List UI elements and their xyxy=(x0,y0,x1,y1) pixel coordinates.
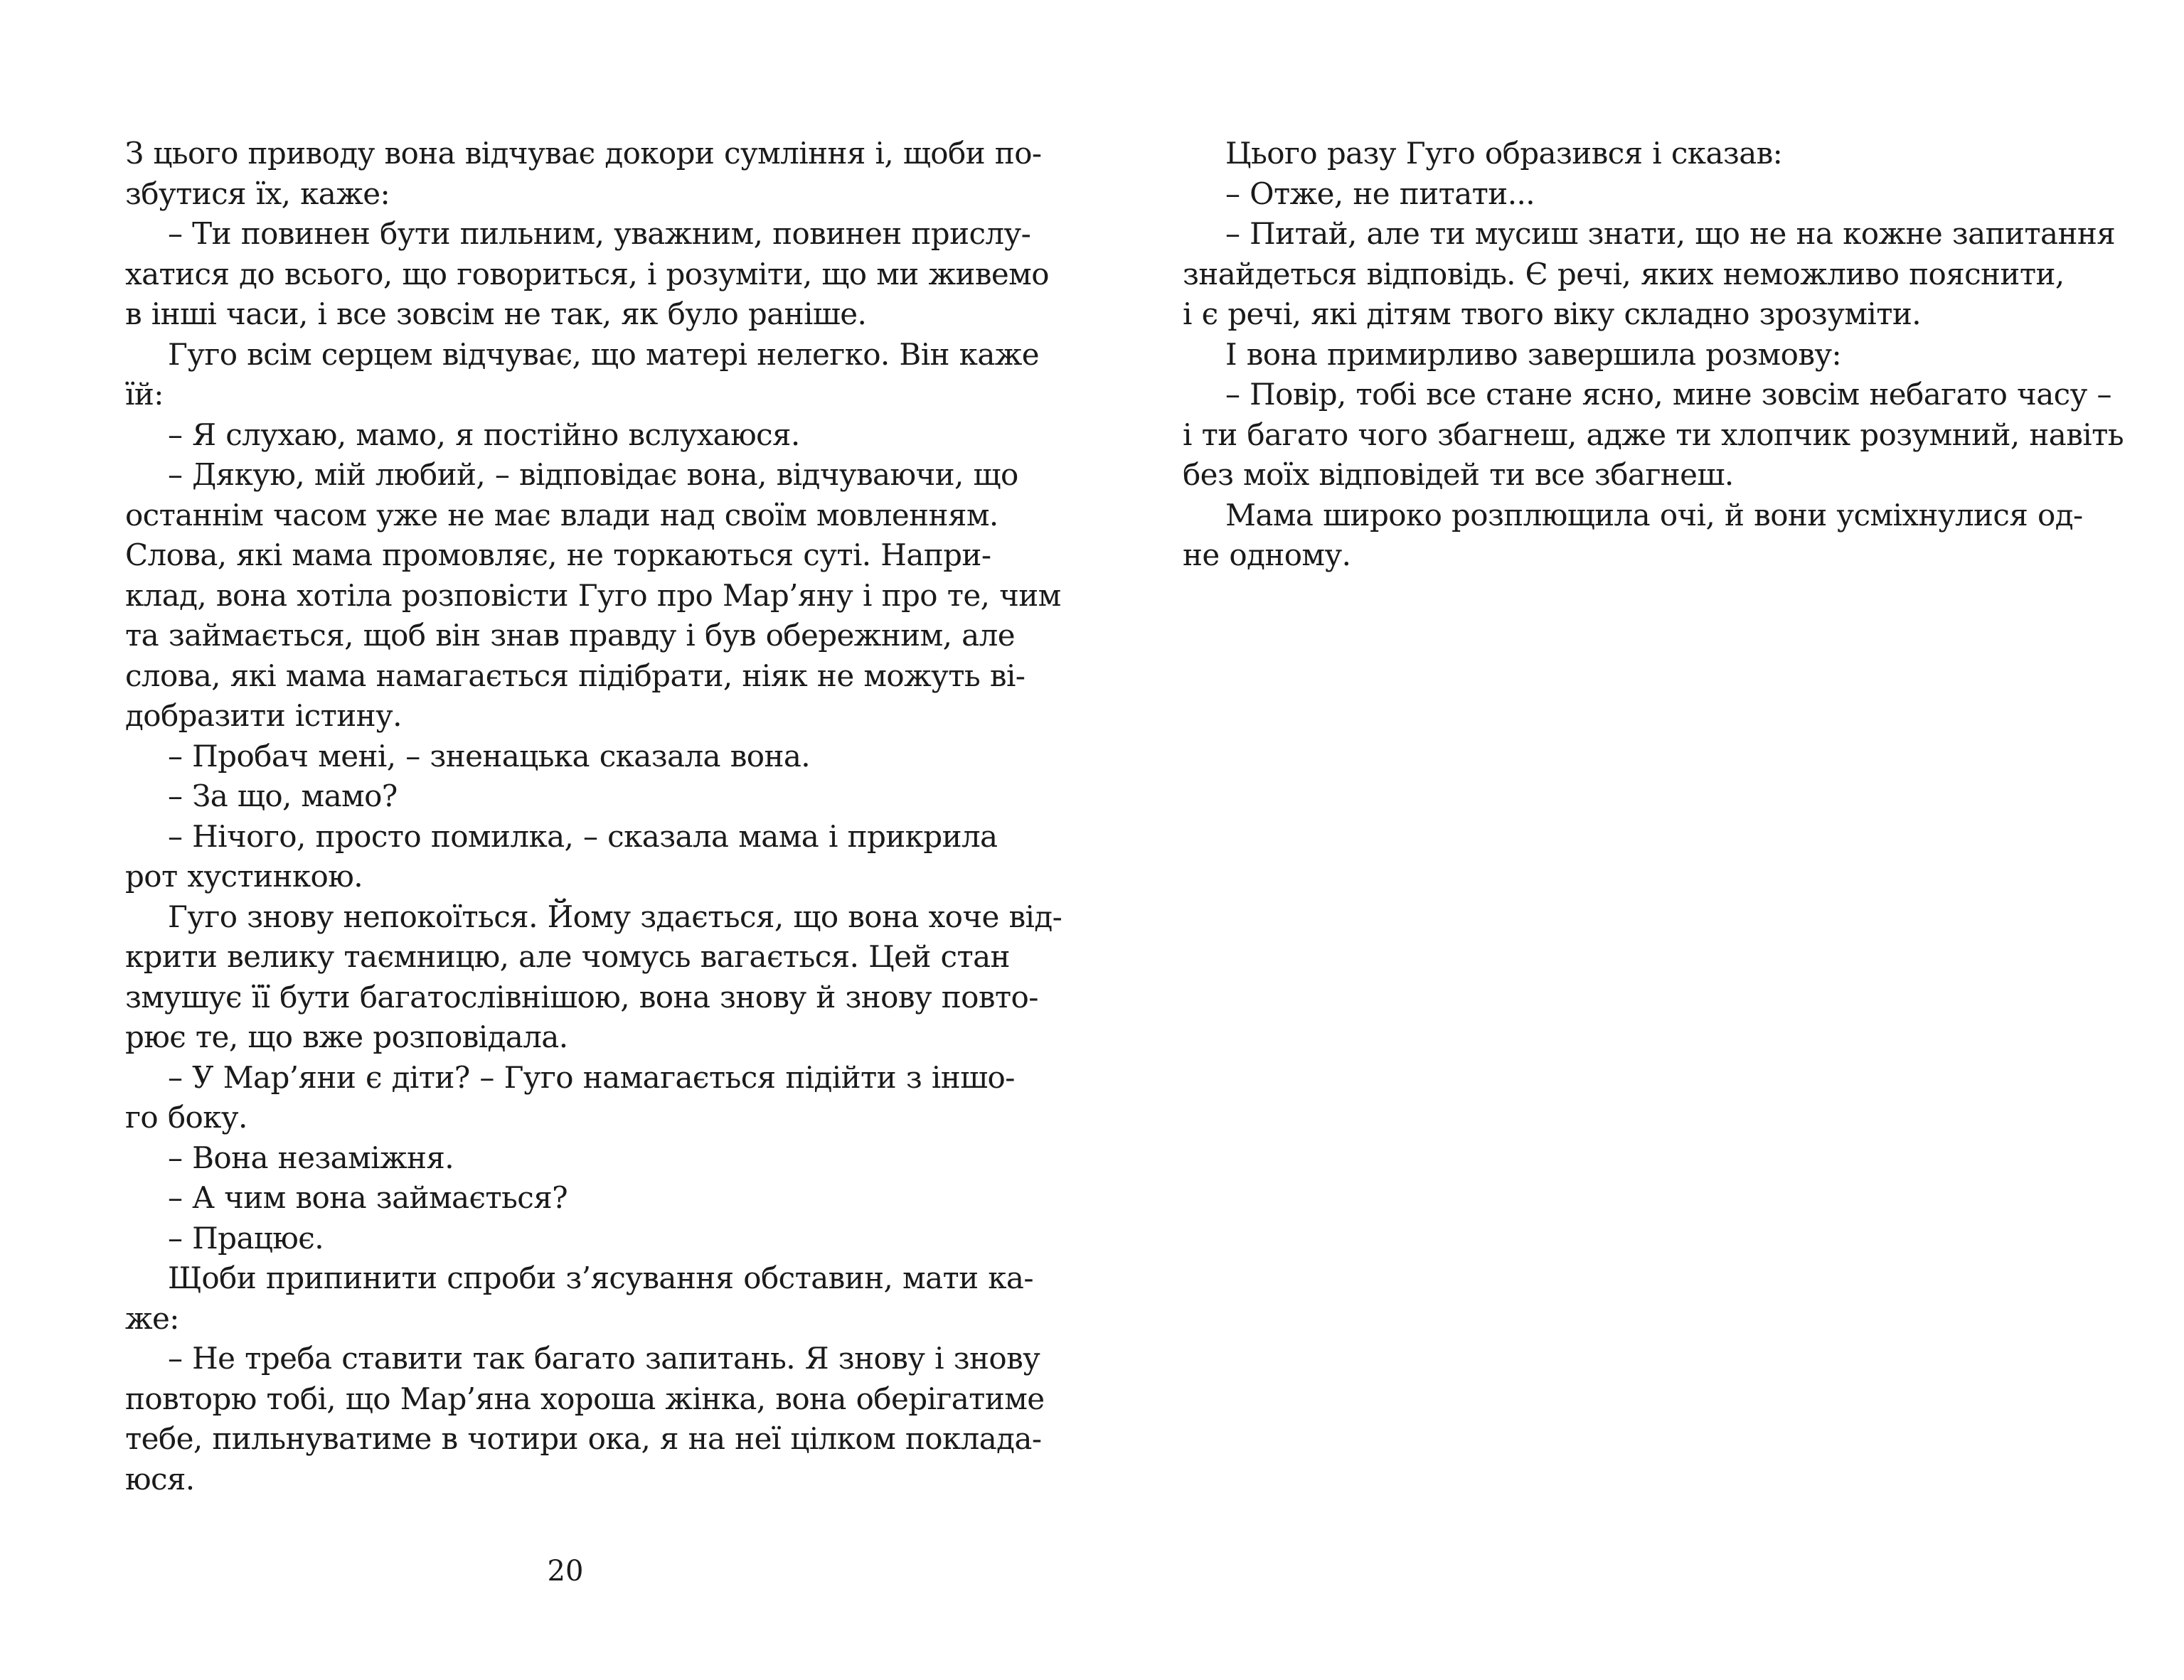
left-page-text xyxy=(125,134,1062,1499)
text-line: З цього приводу вона відчуває докори сумління і, щоби по- xyxy=(125,136,1042,171)
text-line: крити велику таємницю, але чомусь вагається. Цей стан xyxy=(125,939,1010,974)
text-line: клад, вона хотіла розповісти Гуго про Мар’яну і про те, чим xyxy=(125,577,1061,613)
text-line: та займається, щоб він знав правду і був обережним, але xyxy=(125,618,1015,653)
text-line: І вона примирливо завершила розмову: xyxy=(1225,336,1842,372)
text-line: юся. xyxy=(125,1461,195,1497)
text-line: Мама широко розплющила очі, й вони усміхнулися од- xyxy=(1225,497,2083,533)
text-line: рює те, що вже розповідала. xyxy=(125,1020,568,1054)
text-line: – Нічого, просто помилка, – сказала мама і прикрила xyxy=(168,818,998,854)
text-line: – У Мар’яни є діти? – Гуго намагається підійти з іншо- xyxy=(168,1059,1015,1095)
text-line: останнім часом уже не має влади над своїм мовленням. xyxy=(125,497,998,533)
text-line: знайдеться відповідь. Є речі, яких неможливо пояснити, xyxy=(1183,256,2065,291)
text-line: змушує її бути багатослівнішою, вона знову й знову повто- xyxy=(125,979,1038,1015)
text-line: же: xyxy=(125,1300,179,1336)
text-line: рот хустинкою. xyxy=(125,859,363,894)
text-line: – Дякую, мій любий, – відповідає вона, відчуваючи, що xyxy=(168,457,1018,492)
text-line: не одному. xyxy=(1183,537,1351,572)
text-line: тебе, пильнуватиме в чотири ока, я на неї цілком поклада- xyxy=(125,1421,1042,1456)
text-line: – Не треба ставити так багато запитань. Я знову і знову xyxy=(168,1341,1040,1376)
text-line: – Вона незаміжня. xyxy=(168,1140,454,1175)
text-line: добразити істину. xyxy=(125,698,402,733)
text-line: – За що, мамо? xyxy=(168,779,398,813)
text-line: – А чим вона займається? xyxy=(168,1180,568,1215)
right-page-text xyxy=(1183,134,2124,576)
text-line: без моїх відповідей ти все збагнеш. xyxy=(1183,457,1734,492)
text-line: в інші часи, і все зовсім не так, як було раніше. xyxy=(125,296,867,331)
text-line: – Працює. xyxy=(168,1220,324,1256)
page-number: 20 xyxy=(547,1555,584,1588)
text-line: – Повір, тобі все стане ясно, мине зовсім небагато часу – xyxy=(1225,377,2111,412)
text-line: збутися їх, каже: xyxy=(125,176,390,211)
text-line: і є речі, які дітям твого віку складно зрозуміти. xyxy=(1183,296,1922,331)
text-line: Цього разу Гуго образився і сказав: xyxy=(1225,136,1783,171)
text-line: – Пробач мені, – зненацька сказала вона. xyxy=(168,738,811,774)
text-line: – Питай, але ти мусиш знати, що не на кожне запитання xyxy=(1225,216,2116,251)
text-line: Гуго всім серцем відчуває, що матері нелегко. Він каже xyxy=(168,336,1040,372)
text-line: го боку. xyxy=(125,1100,247,1135)
text-line: їй: xyxy=(125,377,164,412)
right-page xyxy=(1092,0,2184,1680)
text-line: хатися до всього, що говориться, і розуміти, що ми живемо xyxy=(125,256,1049,291)
text-line: – Отже, не питати... xyxy=(1225,176,1535,211)
text-line: – Я слухаю, мамо, я постійно вслухаюся. xyxy=(168,417,800,452)
text-line: Щоби припинити спроби з’ясування обставин, мати ка- xyxy=(168,1261,1033,1295)
text-line: – Ти повинен бути пильним, уважним, повинен прислу- xyxy=(168,216,1031,251)
text-line: повторю тобі, що Мар’яна хороша жінка, вона оберігатиме xyxy=(125,1381,1045,1416)
text-line: Слова, які мама промовляє, не торкаються суті. Напри- xyxy=(125,537,991,572)
text-line: і ти багато чого збагнеш, адже ти хлопчик розумний, навіть xyxy=(1183,417,2124,452)
text-line: слова, які мама намагається підібрати, ніяк не можуть ві- xyxy=(125,658,1026,693)
text-line: Гуго знову непокоїться. Йому здається, що вона хоче від- xyxy=(168,899,1062,934)
